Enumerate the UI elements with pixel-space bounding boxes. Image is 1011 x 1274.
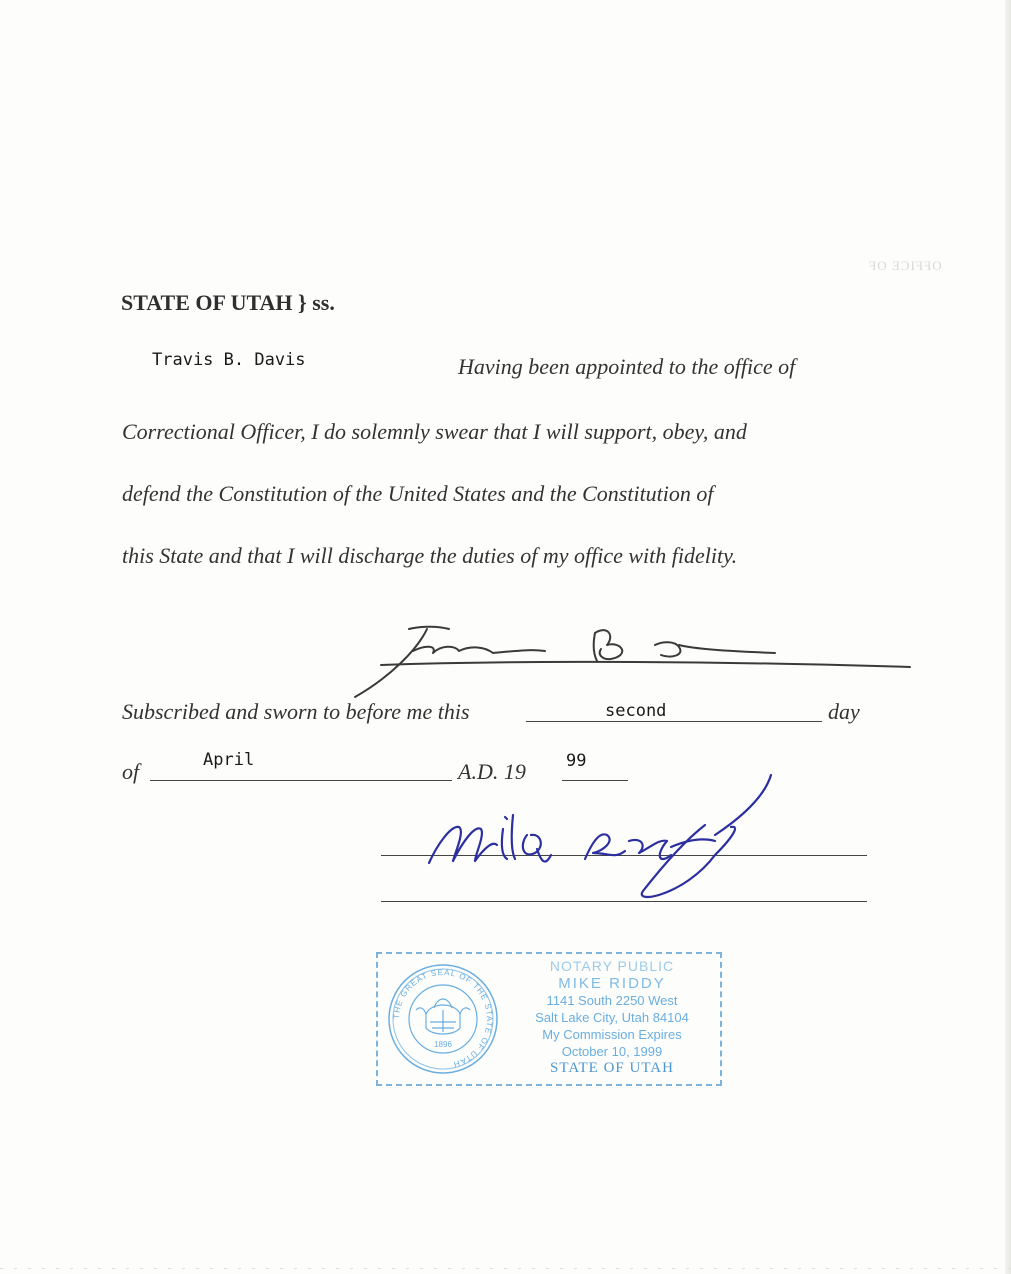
affiant-name: Travis B. Davis xyxy=(152,350,306,370)
oath-line-2: Correctional Officer, I do solemnly swear that I will support, obey, and xyxy=(122,419,747,444)
seal-year: 1896 xyxy=(434,1040,452,1049)
ad-label: A.D. 19 xyxy=(458,759,526,784)
subscribed-text: Subscribed and sworn to before me this xyxy=(122,699,470,724)
seal-ring-text: THE GREAT SEAL OF THE STATE OF UTAH xyxy=(391,967,495,1069)
month-value: April xyxy=(203,750,255,770)
stamp-title: NOTARY PUBLIC xyxy=(549,958,675,974)
notary-stamp xyxy=(376,952,722,1086)
scan-artifact xyxy=(0,1268,1011,1269)
venue-heading: STATE OF UTAH } ss. xyxy=(121,290,335,315)
month-line xyxy=(150,780,452,781)
day-value: second xyxy=(605,701,667,721)
stamp-text-block xyxy=(506,958,718,1077)
notary-signature xyxy=(415,755,795,905)
stamp-expires: October 10, 1999 xyxy=(561,1044,663,1059)
page-edge xyxy=(1005,0,1011,1274)
bleed-through-text: OFFICE OF xyxy=(868,258,942,273)
oath-line-3: defend the Constitution of the United States and the Constitution of xyxy=(122,481,714,506)
state-seal xyxy=(386,962,500,1076)
stamp-state: STATE OF UTAH xyxy=(550,1060,674,1076)
oath-line-1: Having been appointed to the office of xyxy=(458,354,796,379)
stamp-address-2: Salt Lake City, Utah 84104 xyxy=(535,1010,689,1025)
of-label: of xyxy=(122,759,140,784)
day-line xyxy=(526,721,822,722)
year-value: 99 xyxy=(566,751,587,771)
stamp-notary-name: MIKE RIDDY xyxy=(558,975,666,992)
day-label: day xyxy=(828,699,860,724)
stamp-commission: My Commission Expires xyxy=(542,1027,682,1042)
affiant-signature xyxy=(345,615,925,705)
stamp-address-1: 1141 South 2250 West xyxy=(546,993,678,1008)
oath-line-4: this State and that I will discharge the duties of my office with fidelity. xyxy=(122,543,738,568)
